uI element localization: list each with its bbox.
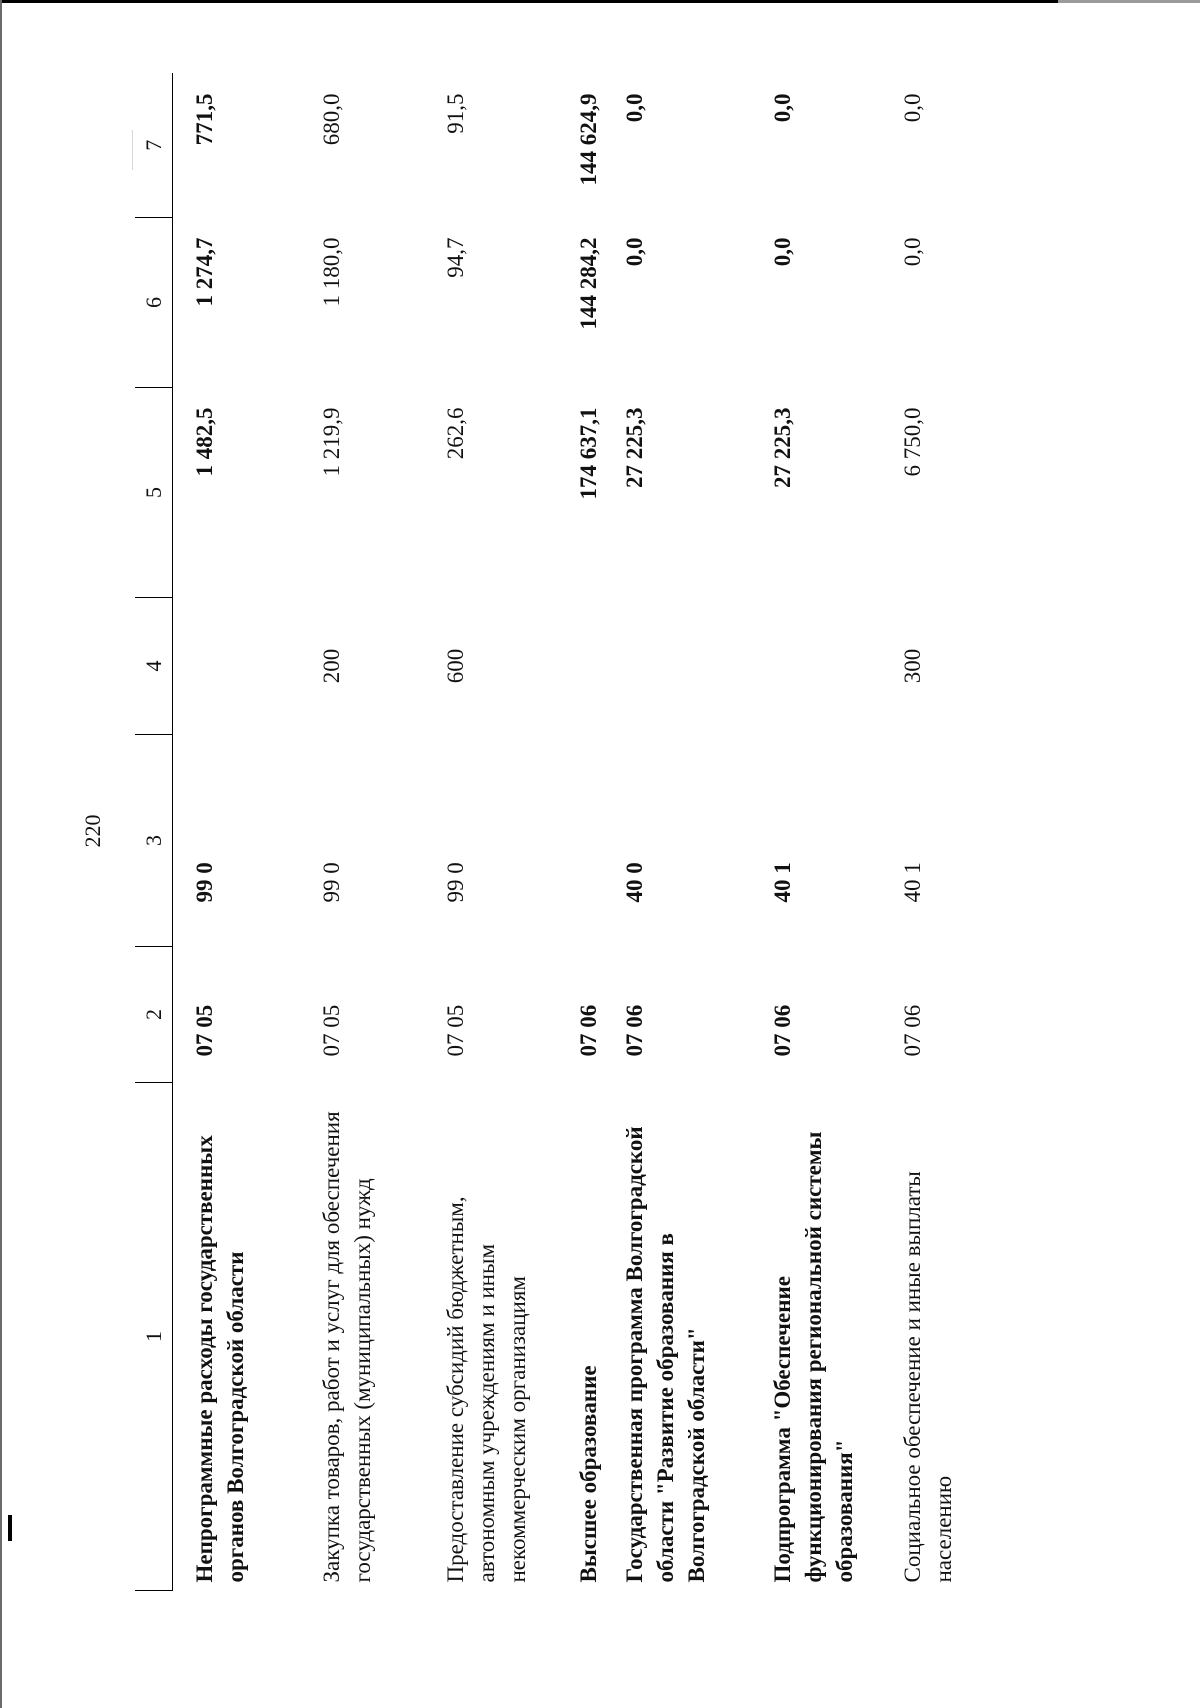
row-value-7: 91,5: [443, 93, 468, 134]
row-value-6: 0,0: [900, 237, 925, 267]
row-section: 07 05: [192, 1004, 217, 1057]
row-value-7: 771,5: [192, 93, 217, 146]
row-value-5: 262,6: [443, 407, 468, 460]
row-value-7: 144 624,9: [576, 93, 601, 186]
row-value-6: 94,7: [443, 237, 468, 278]
row-value-5: 1 219,9: [319, 407, 344, 477]
row-section: 07 06: [900, 1004, 925, 1057]
row-value-5: 174 637,1: [576, 407, 601, 500]
row-kind: [767, 598, 897, 735]
table-row: [619, 74, 767, 1591]
col-header-7: 7: [135, 74, 173, 218]
row-target: 99 0: [192, 862, 217, 903]
col-header-1: 1: [135, 1083, 173, 1591]
row-kind: [573, 598, 619, 735]
row-target: 99 0: [319, 862, 344, 903]
table-row: [897, 74, 967, 1591]
row-target: 40 1: [900, 862, 925, 903]
row-section: 07 05: [319, 1004, 344, 1057]
row-target: 40 1: [770, 862, 795, 903]
col-header-3: 3: [135, 735, 173, 947]
row-value-5: 6 750,0: [900, 407, 925, 477]
row-kind: 200: [319, 648, 344, 684]
col-header-4: 4: [135, 598, 173, 735]
col-header-5: 5: [135, 388, 173, 598]
row-value-7: 0,0: [900, 93, 925, 123]
row-value-7: 0,0: [622, 93, 647, 123]
row-section: 07 06: [770, 1004, 795, 1057]
row-value-7: 0,0: [770, 93, 795, 123]
row-kind: 600: [443, 648, 468, 684]
row-value-6: 0,0: [770, 237, 795, 267]
row-section: 07 05: [443, 1004, 468, 1057]
table-row: [767, 74, 897, 1591]
budget-table: [135, 74, 967, 1592]
row-name: Высшее образование: [576, 1365, 601, 1583]
row-value-7: 680,0: [319, 93, 344, 146]
row-name: Социальное обеспечение и иные выплаты населению: [900, 1171, 956, 1583]
row-section: 07 06: [622, 1004, 647, 1057]
row-value-6: 1 180,0: [319, 237, 344, 307]
table-row: [440, 74, 573, 1591]
row-value-6: 1 274,7: [192, 237, 217, 307]
row-value-5: 27 225,3: [622, 407, 647, 488]
col-header-6: 6: [135, 218, 173, 388]
row-name: Государственная программа Волгоградской области "Развитие образования в Волгоградской области": [622, 1126, 709, 1583]
row-target: 99 0: [443, 862, 468, 903]
row-value-6: 144 284,2: [576, 237, 601, 330]
page-number: 220: [80, 814, 105, 848]
row-target: [573, 735, 619, 947]
row-value-5: 1 482,5: [192, 407, 217, 477]
row-name: Непрограммные расходы государственных органов Волгоградской области: [192, 1135, 248, 1583]
table-header-row: [135, 74, 173, 1591]
row-value-5: 27 225,3: [770, 407, 795, 488]
row-kind: [173, 598, 317, 735]
table-row: [573, 74, 619, 1591]
row-name: Предоставление субсидий бюджетным, автономным учреждениям и иным некоммерческим организациям: [443, 1196, 530, 1583]
col-header-2: 2: [135, 947, 173, 1083]
row-kind: [619, 598, 767, 735]
row-target: 40 0: [622, 862, 647, 903]
row-name: Закупка товаров, работ и услуг для обеспечения государственных (муниципальных) нужд: [319, 1111, 375, 1583]
row-name: Подпрограмма "Обеспечение функционирования региональной системы образования": [770, 1131, 857, 1583]
table-row: [173, 74, 317, 1591]
row-kind: 300: [900, 648, 925, 684]
row-value-6: 0,0: [622, 237, 647, 267]
table-row: [316, 74, 440, 1591]
row-section: 07 06: [576, 1004, 601, 1057]
